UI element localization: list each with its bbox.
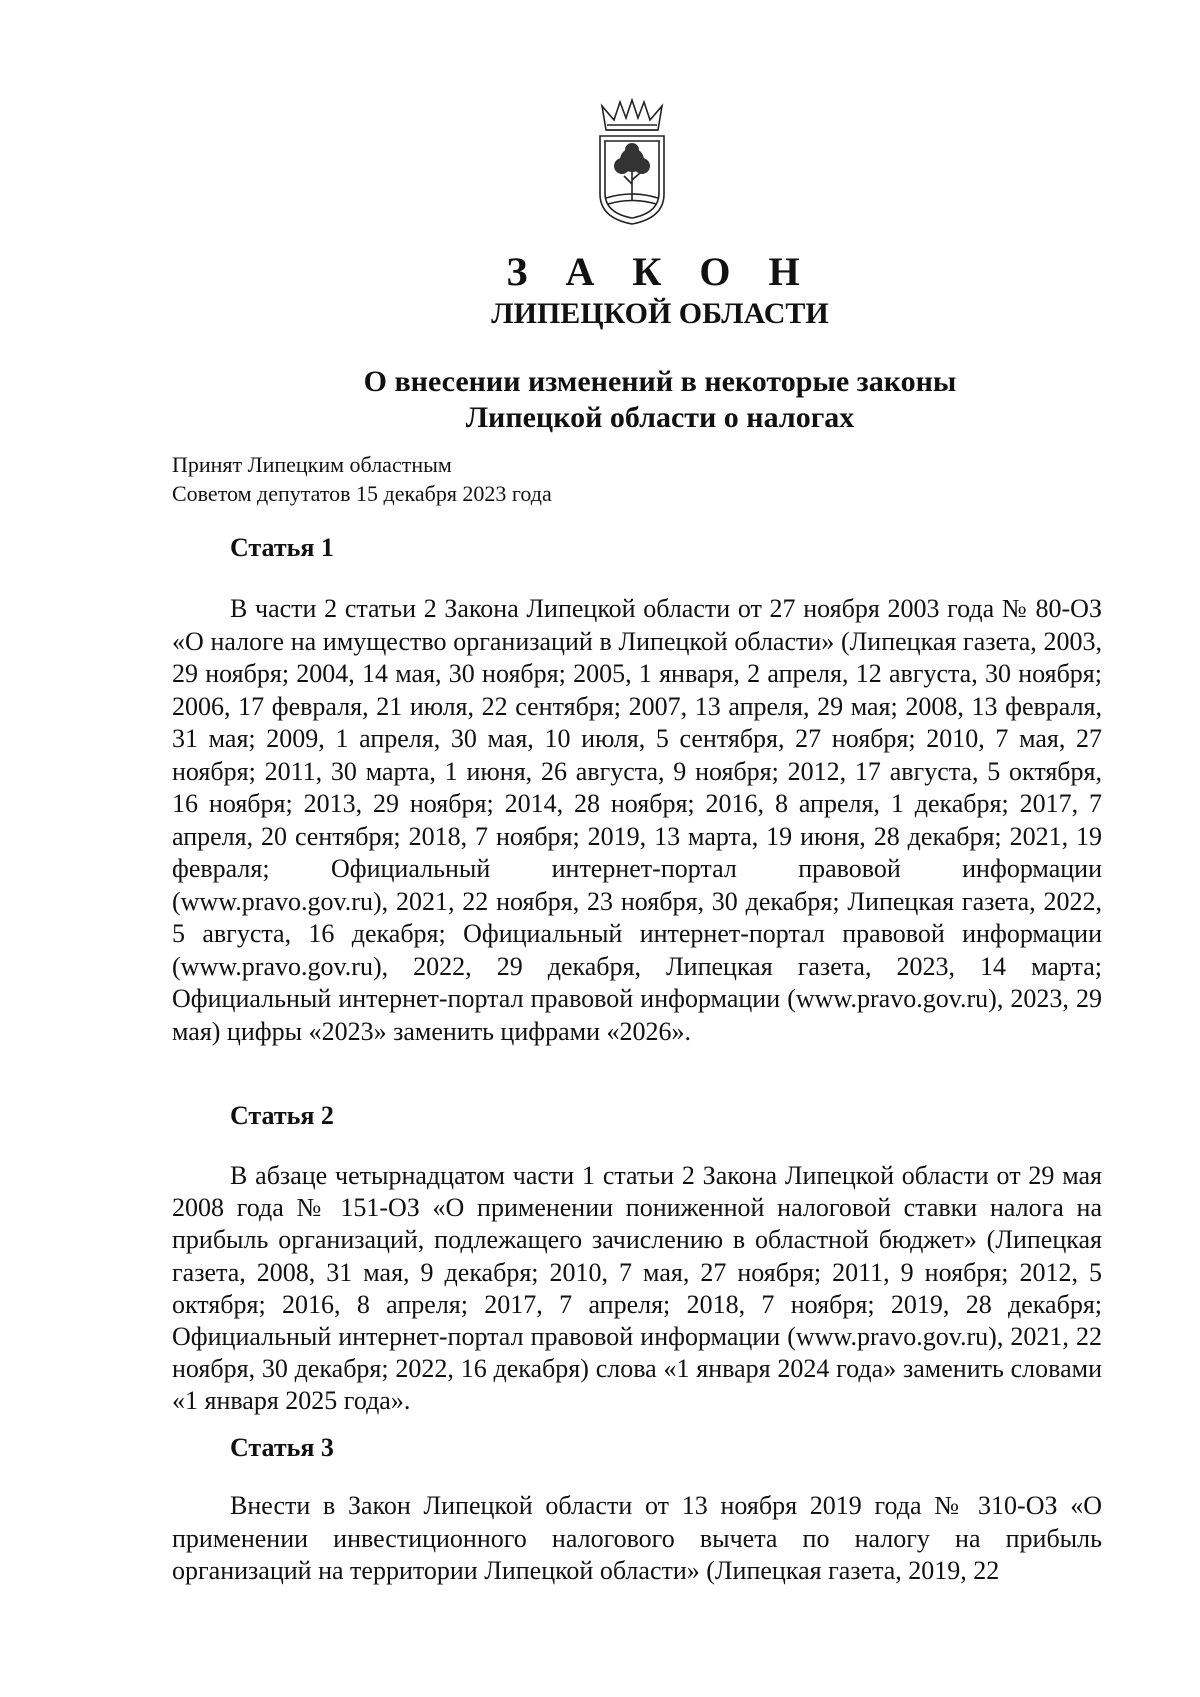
adoption-note-line-2: Советом депутатов 15 декабря 2023 года [172, 481, 552, 506]
article-3-heading: Статья 3 [230, 1433, 334, 1462]
article-3-text: Внести в Закон Липецкой области от 13 ноября 2019 года № 310-ОЗ «О применении инвестиционного налогового вычета по налогу на прибыль организаций на территории Липецкой области» (Липецкая газета, 2019, 22 [172, 1491, 1102, 1585]
adoption-note [172, 450, 552, 508]
document-region: ЛИПЕЦКОЙ ОБЛАСТИ [491, 297, 829, 330]
article-1-text: В части 2 статьи 2 Закона Липецкой области от 27 ноября 2003 года № 80-ОЗ «О налоге на имущество организаций в Липецкой области» (Липецкая газета, 2003, 29 ноября; 2004, 14 мая, 30 ноября; 2005, 1 января, 2 апреля, 12 августа, 30 ноября; 2006, 17 февраля, 21 июля, 22 сентября; 2007, 13 апреля, 29 мая; 2008, 13 февраля, 31 мая; 2009, 1 апреля, 30 мая, 10 июля, 5 сентября, 27 ноября; 2010, 7 мая, 27 ноября; 2011, 30 марта, 1 июня, 26 августа, 9 ноября; 2012, 17 августа, 5 октября, 16 ноября; 2013, 29 ноября; 2014, 28 ноября; 2016, 8 апреля, 1 декабря; 2017, 7 апреля, 20 сентября; 2018, 7 ноября; 2019, 13 марта, 19 июня, 28 декабря; 2021, 19 февраля; Официальный интернет-портал правовой информации (www.pravo.gov.ru), 2021, 22 ноября, 23 ноября, 30 декабря; Липецкая газета, 2022, 5 августа, 16 декабря; Официальный интернет-портал правовой информации (www.pravo.gov.ru), 2022, 29 декабря, Липецкая газета, 2023, 14 марта; Официальный интернет-портал правовой информации (www.pravo.gov.ru), 2023, 29 мая) цифры «2023» заменить цифрами «2026». [172, 594, 1102, 1046]
article-2-text: В абзаце четырнадцатом части 1 статьи 2 Закона Липецкой области от 29 мая 2008 года № 151-ОЗ «О применении пониженной налоговой ставки налога на прибыль организаций, подлежащего зачислению в областной бюджет» (Липецкая газета, 2008, 31 мая, 9 декабря; 2010, 7 мая, 27 ноября; 2011, 9 ноября; 2012, 5 октября; 2016, 8 апреля; 2017, 7 апреля; 2018, 7 ноября; 2019, 28 декабря; Официальный интернет-портал правовой информации (www.pravo.gov.ru), 2021, 22 ноября, 30 декабря; 2022, 16 декабря) слова «1 января 2024 года» заменить словами «1 января 2025 года». [172, 1161, 1102, 1416]
subject-line-2: Липецкой области о налогах [465, 401, 855, 434]
document-subject [0, 364, 1200, 436]
coat-of-arms-emblem [592, 98, 672, 228]
adoption-note-line-1: Принят Липецким областным [172, 452, 452, 477]
article-2-heading: Статья 2 [230, 1101, 334, 1130]
subject-line-1: О внесении изменений в некоторые законы [363, 365, 957, 398]
document-title: З А К О Н [506, 249, 814, 294]
article-1-heading: Статья 1 [230, 533, 334, 562]
